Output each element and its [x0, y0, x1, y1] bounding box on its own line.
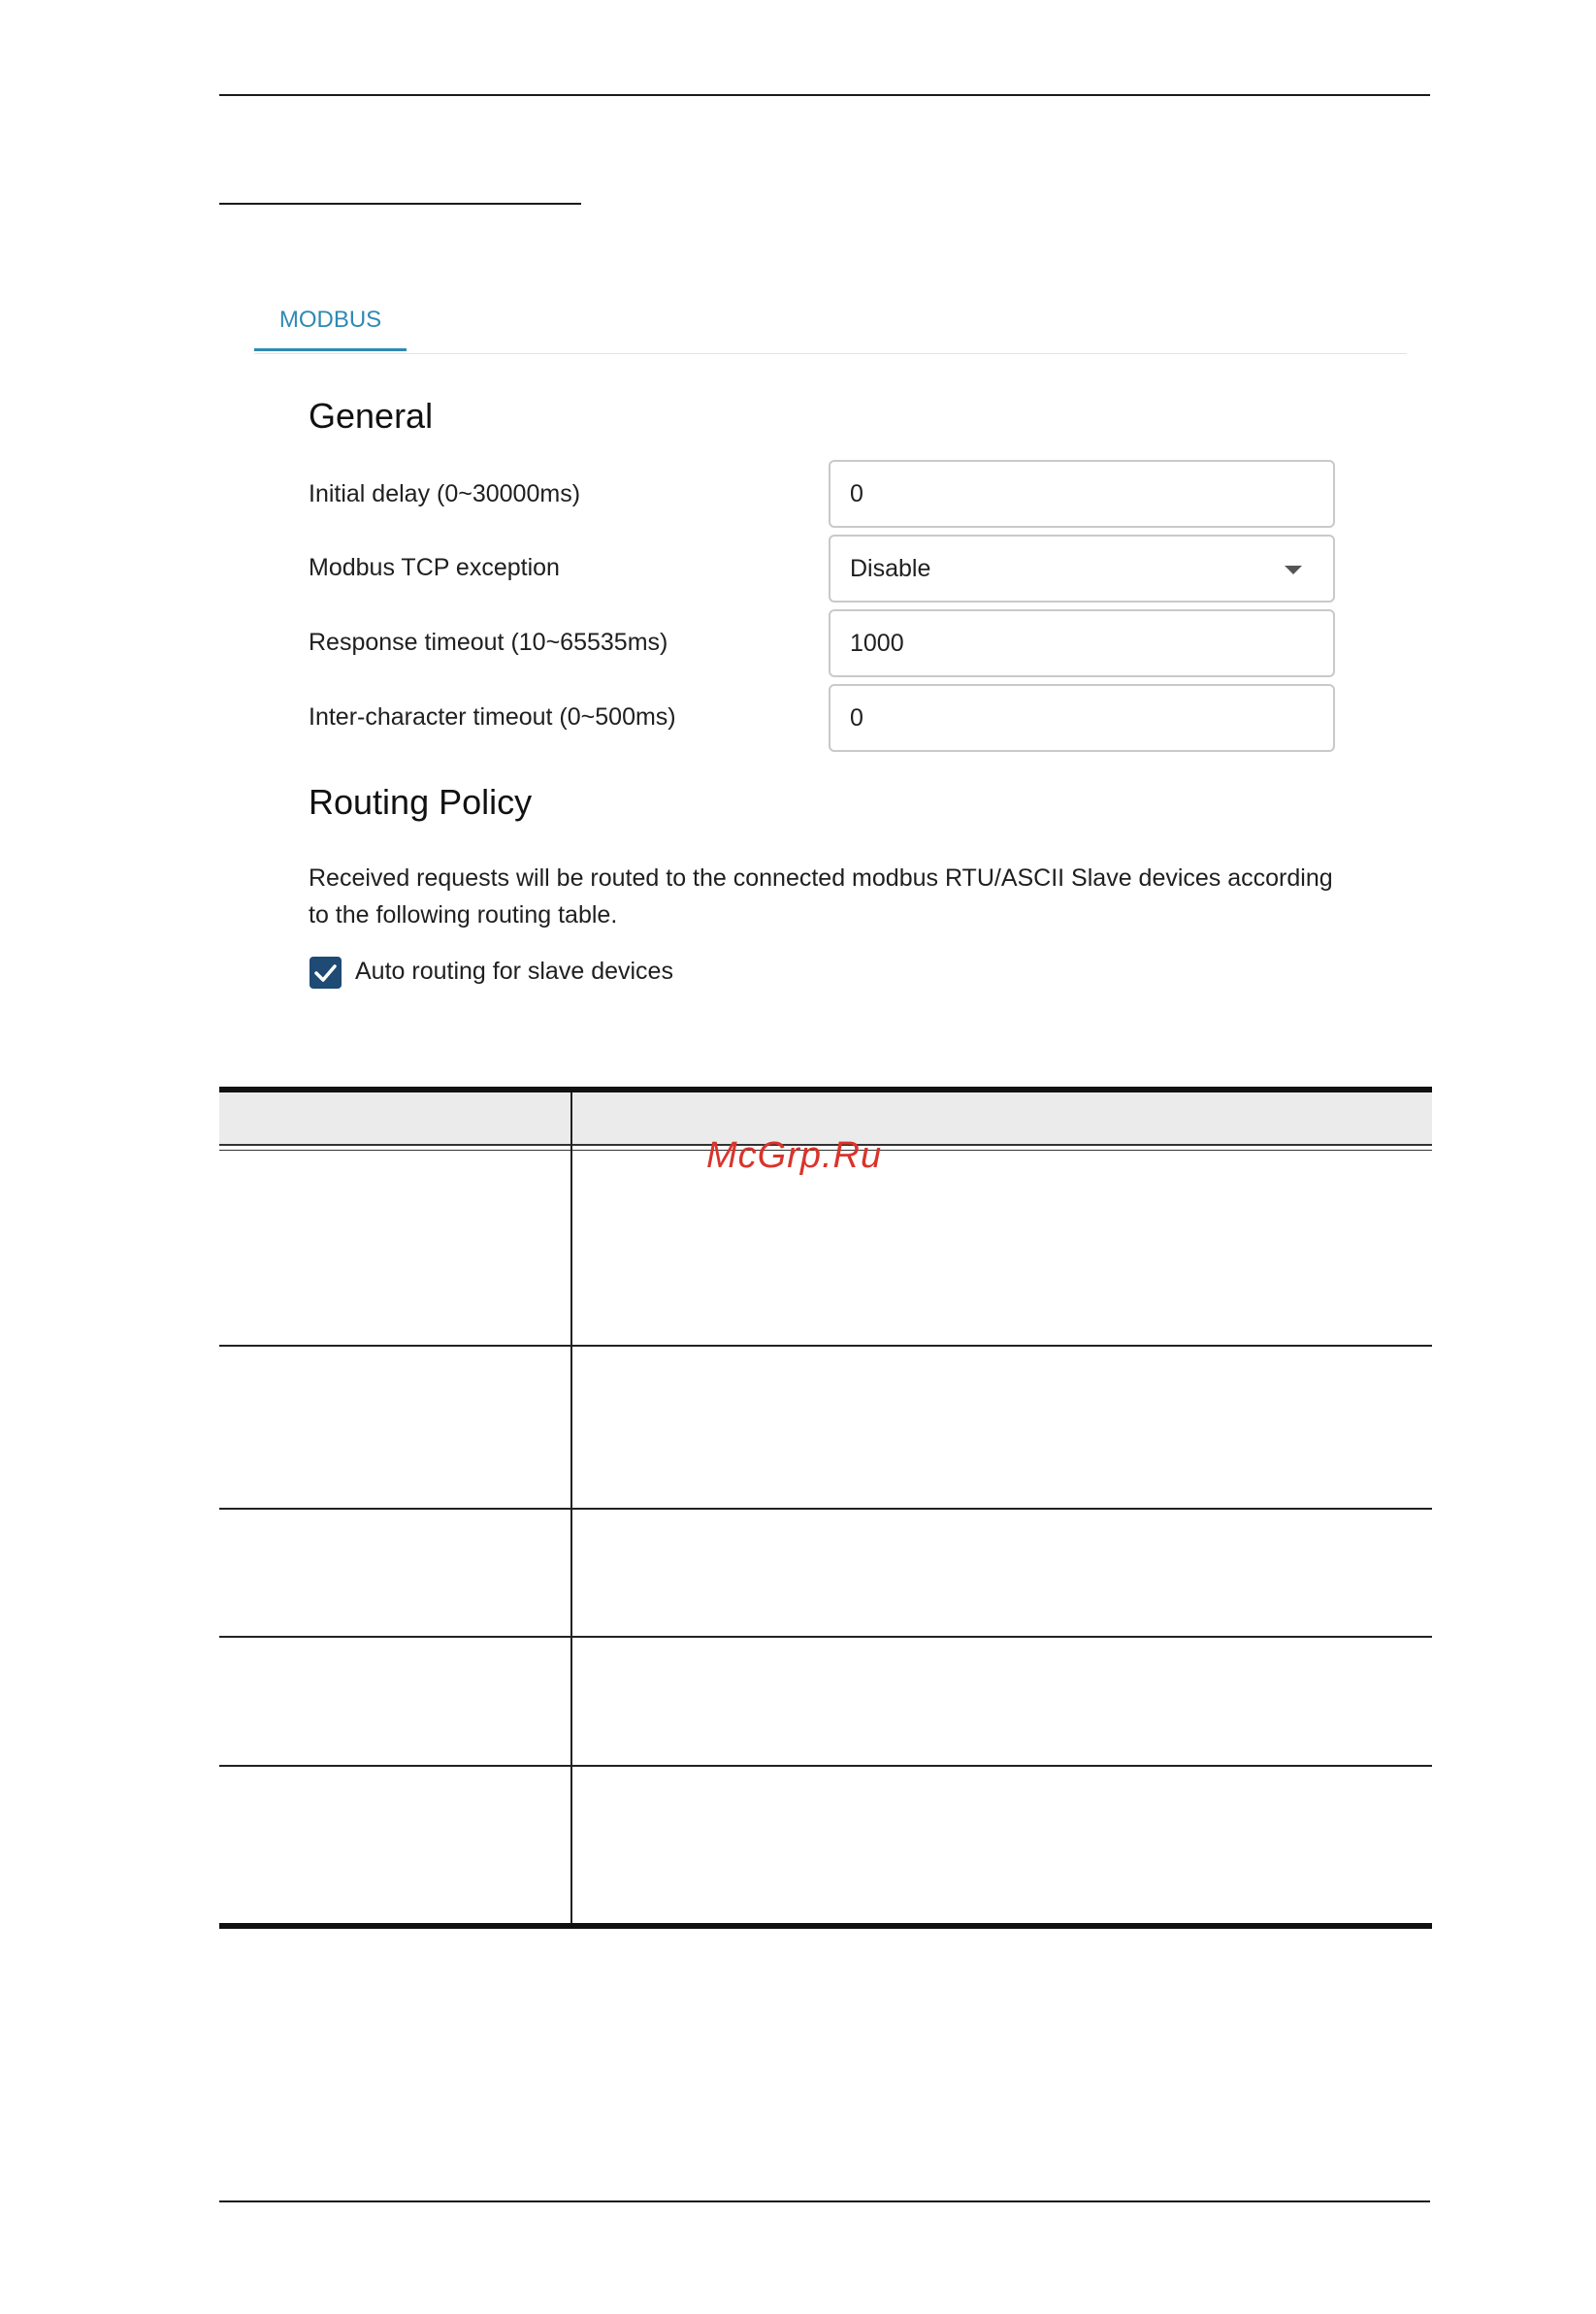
auto-routing-checkbox[interactable] [309, 957, 342, 989]
watermark: McGrp.Ru [706, 1135, 883, 1176]
table-row-divider [219, 1508, 1432, 1510]
tab-modbus[interactable]: MODBUS [254, 291, 407, 351]
section-title-underline [219, 203, 581, 205]
tcp-exception-label: Modbus TCP exception [309, 554, 560, 581]
initial-delay-input[interactable] [850, 480, 1277, 508]
inter-char-timeout-label: Inter-character timeout (0~500ms) [309, 703, 676, 731]
table-bottom-border [219, 1923, 1432, 1929]
response-timeout-input-box[interactable] [829, 609, 1335, 677]
initial-delay-label: Initial delay (0~30000ms) [309, 480, 581, 507]
auto-routing-label: Auto routing for slave devices [355, 958, 673, 985]
check-icon [309, 957, 342, 989]
footer-rule [219, 2200, 1430, 2202]
routing-policy-heading: Routing Policy [309, 782, 533, 822]
chevron-down-icon[interactable] [1285, 566, 1302, 574]
initial-delay-input-box[interactable] [829, 460, 1335, 528]
table-row-divider [219, 1345, 1432, 1347]
routing-description: Received requests will be routed to the connected modbus RTU/ASCII Slave devices according to the following routing table. [309, 864, 1333, 929]
response-timeout-label: Response timeout (10~65535ms) [309, 629, 668, 656]
table-row-divider [219, 1765, 1432, 1767]
inter-char-timeout-input[interactable] [850, 704, 1277, 733]
general-heading: General [309, 396, 434, 436]
inter-char-timeout-input-box[interactable] [829, 684, 1335, 752]
header-rule [219, 94, 1430, 96]
tab-bar [254, 291, 1407, 354]
table-row-divider [219, 1636, 1432, 1638]
response-timeout-input[interactable] [850, 630, 1277, 658]
tcp-exception-value: Disable [850, 554, 931, 582]
tcp-exception-select[interactable] [829, 535, 1335, 603]
table-column-divider [570, 1092, 572, 1927]
